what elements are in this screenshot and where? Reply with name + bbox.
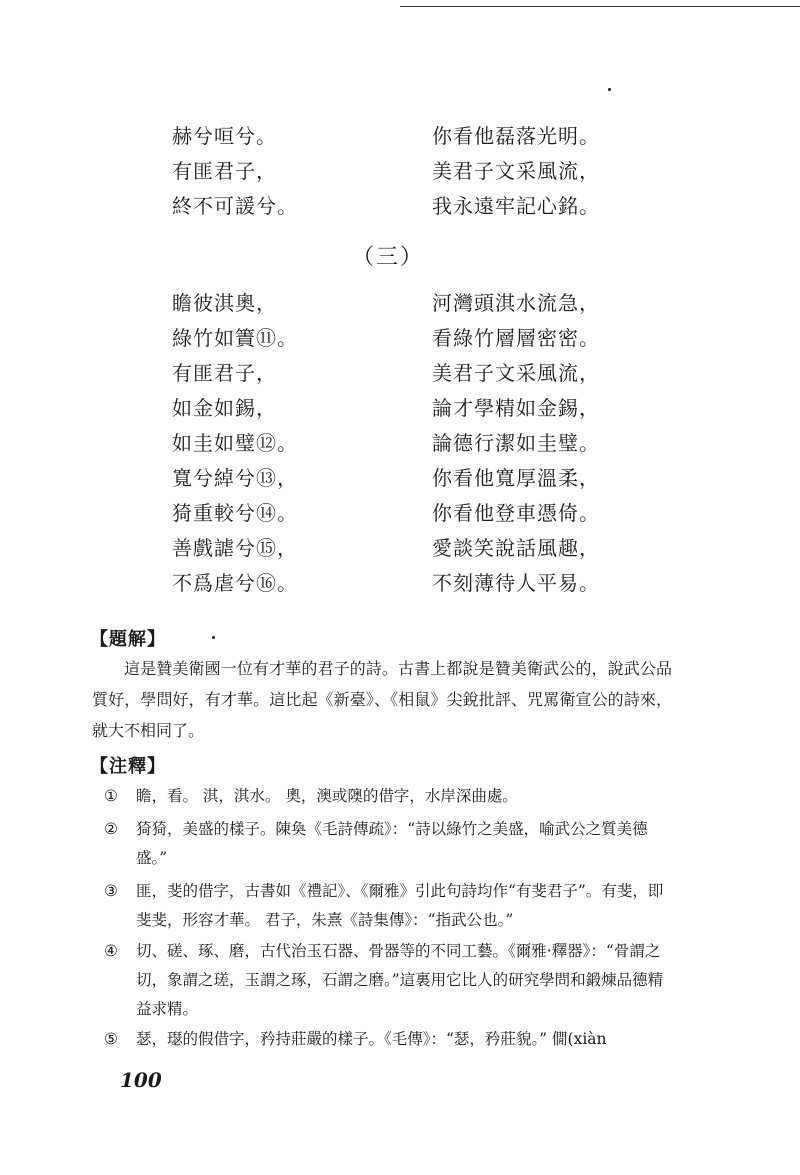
poem-translation: 美君子文采風流， [432, 361, 600, 385]
note-text: 瞻，看。 淇，淇水。 奧，澳或隩的借字，水岸深曲處。 [136, 787, 518, 805]
tijie-paragraph: 這是贊美衛國一位有才華的君子的詩。古書上都說是贊美衛武公的，說武公品質好，學問好，有才華。這比起《新臺》、《相鼠》尖銳批評、咒罵衛宣公的詩來，就大不相同了。 [92, 659, 672, 740]
poem-line [0, 190, 800, 224]
zhushi-heading: 【注釋】 [90, 756, 166, 777]
note-text: 猗猗，美盛的樣子。陳奐《毛詩傳疏》：“詩以綠竹之美盛，喻武公之質美德盛。” [136, 820, 648, 867]
note-text: 瑟，璱的假借字，矜持莊嚴的樣子。《毛傳》：“瑟，矜莊貌。” 僩(xiàn [136, 1030, 607, 1048]
poem-translation: 論才學精如金錫， [432, 396, 600, 420]
poem-translation: 你看他寬厚溫柔， [432, 466, 600, 490]
poem-line [0, 427, 800, 461]
poem-original: 如圭如璧⑫。 [172, 431, 298, 455]
poem-original: 有匪君子， [172, 159, 277, 183]
note-number: ② [104, 820, 118, 838]
section-title: （三） [352, 245, 425, 270]
poem-line [0, 462, 800, 496]
poem-translation: 你看他登車憑倚。 [432, 501, 600, 525]
poem-line [0, 567, 800, 601]
note-text: 切、磋、琢、磨，古代治玉石器、骨器等的不同工藝。《爾雅·釋器》：“骨謂之切，象謂之瑳，玉謂之琢，石謂之磨。”這裏用它比人的研究學問和鍛煉品德精益求精。 [136, 942, 664, 1018]
poem-line [0, 392, 800, 426]
poem-translation: 論德行潔如圭璧。 [432, 431, 600, 455]
poem-line [0, 497, 800, 531]
poem-original: 有匪君子， [172, 361, 277, 385]
poem-original: 如金如錫， [172, 396, 277, 420]
top-rule [400, 6, 800, 7]
note-item [104, 1025, 664, 1054]
poem-line [0, 120, 800, 154]
poem-translation: 你看他磊落光明。 [432, 124, 600, 148]
poem-original: 寬兮綽兮⑬， [172, 466, 298, 490]
poem-original: 瞻彼淇奧， [172, 291, 277, 315]
tijie-heading: 【題解】 [90, 629, 166, 650]
note-item [104, 782, 664, 811]
speck-mark [212, 636, 215, 639]
poem-original: 善戲謔兮⑮， [172, 536, 298, 560]
poem-original: 終不可諼兮。 [172, 194, 298, 218]
note-text: 匪，斐的借字，古書如《禮記》、《爾雅》引此句詩均作“有斐君子”。有斐，即斐斐，形容才華。 君子，朱熹《詩集傳》：“指武公也。” [136, 882, 664, 929]
poem-translation: 河灣頭淇水流急， [432, 291, 600, 315]
poem-translation: 看綠竹層層密密。 [432, 326, 600, 350]
note-number: ③ [104, 882, 118, 900]
poem-line [0, 155, 800, 189]
note-number: ⑤ [104, 1030, 118, 1048]
poem-original: 猗重較兮⑭。 [172, 501, 298, 525]
note-number: ① [104, 787, 118, 805]
note-item [104, 937, 664, 1024]
poem-translation: 不刻薄待人平易。 [432, 571, 600, 595]
note-item [104, 815, 664, 873]
speck-mark [608, 88, 611, 91]
poem-original: 赫兮咺兮。 [172, 124, 277, 148]
note-number: ④ [104, 942, 118, 960]
poem-original: 綠竹如簀⑪。 [172, 326, 298, 350]
poem-translation: 美君子文采風流， [432, 159, 600, 183]
poem-line [0, 532, 800, 566]
poem-translation: 愛談笑說話風趣， [432, 536, 600, 560]
page-number: 100 [120, 1068, 162, 1092]
note-item [104, 877, 664, 935]
poem-line [0, 287, 800, 321]
poem-line [0, 357, 800, 391]
poem-line [0, 322, 800, 356]
poem-original: 不爲虐兮⑯。 [172, 571, 298, 595]
poem-translation: 我永遠牢記心銘。 [432, 194, 600, 218]
